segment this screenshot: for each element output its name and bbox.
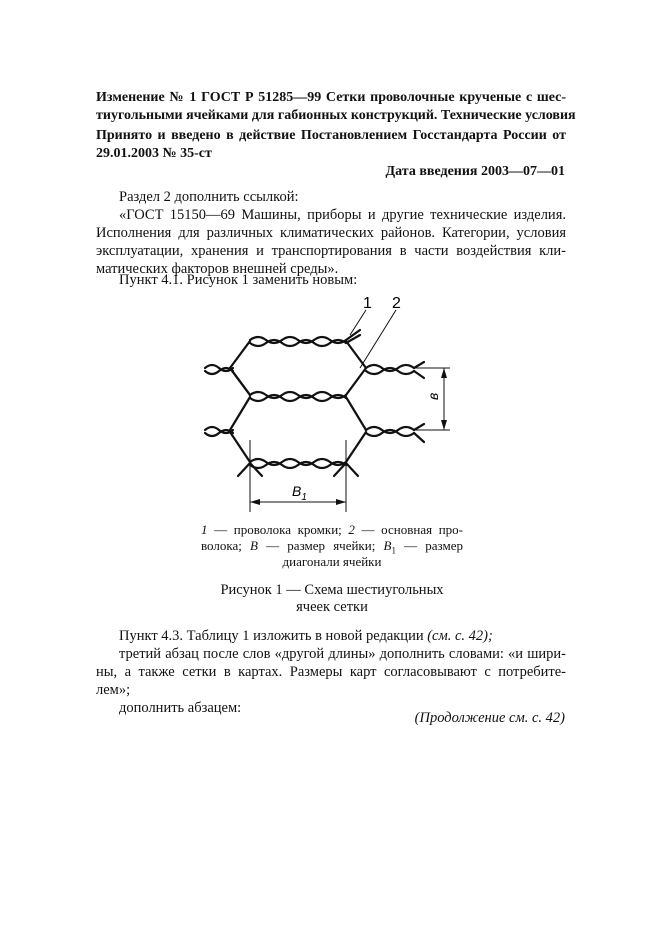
- dimension-b-label: в: [425, 392, 441, 400]
- adoption-line-1: Принято и введено в действие Постановлением Госстандарта России от: [96, 128, 566, 143]
- figure-label-1: 1: [363, 295, 372, 312]
- doc-title-line-2: тиугольными ячейками для габионных конструкций. Технические условия: [96, 108, 576, 123]
- paragraph-section2: Раздел 2 дополнить ссылкой:: [119, 189, 299, 205]
- hexagonal-mesh-figure: [200, 290, 460, 520]
- continued-note: (Продолжение см. с. 42): [414, 710, 565, 726]
- paragraph-third-abzac-line-1: третий абзац после слов «другой длины» дополнить словами: «и шири-: [119, 646, 566, 662]
- adoption-line-2: 29.01.2003 № 35-ст: [96, 146, 212, 161]
- paragraph-third-abzac-line-2: ны, а также сетки в картах. Размеры карт согласовывают с потребите-: [96, 664, 566, 680]
- paragraph-gost-ref-line-1: «ГОСТ 15150—69 Машины, приборы и другие технические изделия.: [119, 207, 566, 223]
- figure-caption-line-1: Рисунок 1 — Схема шестиугольных: [220, 582, 444, 598]
- paragraph-add-abzac: дополнить абзацем:: [119, 700, 242, 716]
- effective-date: Дата введения 2003—07—01: [385, 164, 565, 179]
- paragraph-third-abzac-line-3: лем»;: [96, 682, 131, 698]
- doc-title-line-1: Изменение № 1 ГОСТ Р 51285—99 Сетки проволочные крученые с шес-: [96, 90, 566, 105]
- dimension-b1-label: $B_1$: [292, 483, 307, 503]
- legend-line-2: волока; В — размер ячейки; $B_1$ — размер: [201, 538, 463, 556]
- paragraph-gost-ref-line-2: Исполнения для различных климатических районов. Категории, условия: [96, 225, 566, 241]
- paragraph-gost-ref-line-4: матических факторов внешней среды».: [96, 261, 339, 277]
- figure-caption-line-2: ячеек сетки: [296, 599, 368, 615]
- paragraph-gost-ref-line-3: эксплуатации, хранения и транспортирования в части воздействия кли-: [96, 243, 566, 259]
- paragraph-point-4-1: Пункт 4.1. Рисунок 1 заменить новым:: [119, 272, 358, 288]
- legend-line-3: диагонали ячейки: [282, 554, 382, 569]
- paragraph-point-4-3: Пункт 4.3. Таблицу 1 изложить в новой редакции (см. с. 42);: [119, 628, 493, 644]
- legend-line-1: 1 — проволока кромки; 2 — основная про-: [201, 522, 463, 537]
- figure-label-2: 2: [392, 295, 401, 312]
